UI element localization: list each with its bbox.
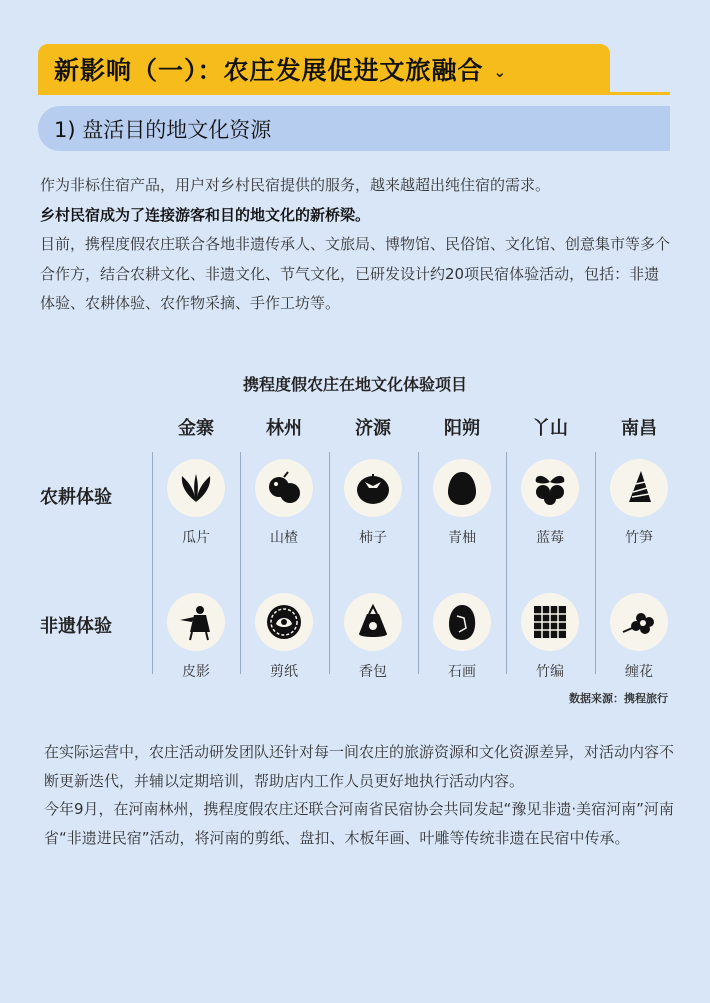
blueberry-icon — [521, 459, 579, 517]
table-cell — [152, 593, 240, 681]
shadow-puppet-icon — [167, 593, 225, 651]
cell-label: 石画 — [448, 664, 476, 680]
intro-paragraph-1: 作为非标住宿产品，用户对乡村民宿提供的服务，越来越超出纯住宿的需求。 — [40, 176, 551, 194]
cell-label: 剪纸 — [270, 664, 298, 680]
data-source: 数据来源：携程旅行 — [569, 692, 668, 705]
row-header-heritage: 非遗体验 — [40, 616, 112, 637]
closing-paragraph-1: 在实际运营中，农庄活动研发团队还针对每一间农庄的旅游资源和文化资源差异，对活动内容不断更新迭代，并辅以定期培训，帮助店内工作人员更好地执行活动内容。 — [44, 743, 675, 790]
cell-label: 竹笋 — [625, 530, 653, 546]
persimmon-icon — [344, 459, 402, 517]
intro-paragraph-3: 目前，携程度假农庄联合各地非遗传承人、文旅局、博物馆、民俗馆、文化馆、创意集市等多个合作方，结合农耕文化、非遗文化、节气文化，已研发设计约20项民宿体验活动，包括：非遗体验、农耕体验、农作物采摘、手作工坊等。 — [40, 235, 671, 312]
column-header-jiyuan: 济源 — [355, 418, 391, 439]
table-cell — [329, 593, 417, 681]
banner-title: 新影响（一）：农庄发展促进文旅融合 — [54, 56, 484, 85]
table-cell — [506, 593, 594, 681]
table-cell — [595, 593, 683, 681]
row-header-farming: 农耕体验 — [40, 487, 112, 508]
pomelo-icon — [433, 459, 491, 517]
cell-label: 竹编 — [536, 664, 564, 680]
cell-label: 瓜片 — [182, 530, 210, 546]
table-cell — [329, 459, 417, 547]
table-cell — [418, 459, 506, 547]
table-cell — [240, 593, 328, 681]
silk-flower-icon — [610, 593, 668, 651]
table-cell — [418, 593, 506, 681]
table-cell — [152, 459, 240, 547]
table-cell — [506, 459, 594, 547]
column-header-linzhou: 林州 — [266, 418, 302, 439]
stone-painting-icon — [433, 593, 491, 651]
cell-label: 蓝莓 — [536, 530, 564, 546]
cell-label: 缠花 — [625, 664, 653, 680]
intro-text — [40, 171, 672, 319]
cell-label: 皮影 — [182, 664, 210, 680]
bamboo-weaving-icon — [521, 593, 579, 651]
tea-leaves-icon — [167, 459, 225, 517]
section-banner — [38, 44, 610, 94]
chevron-down-icon: ⌄ — [493, 63, 507, 81]
cell-label: 香包 — [359, 664, 387, 680]
cell-label: 山楂 — [270, 530, 298, 546]
paper-cut-icon — [255, 593, 313, 651]
subsection-title: 1) 盘活目的地文化资源 — [54, 117, 272, 142]
table-title: 携程度假农庄在地文化体验项目 — [242, 375, 467, 394]
intro-paragraph-2: 乡村民宿成为了连接游客和目的地文化的新桥梁。 — [40, 205, 371, 224]
column-header-yashan: 丫山 — [532, 418, 568, 439]
bamboo-shoot-icon — [610, 459, 668, 517]
column-header-nanchang: 南昌 — [621, 418, 657, 439]
banner-underline — [38, 92, 670, 95]
cell-label: 柿子 — [359, 530, 387, 546]
hawthorn-icon — [255, 459, 313, 517]
subsection-header — [38, 106, 670, 151]
column-header-jinzhai: 金寨 — [178, 418, 214, 439]
closing-text — [44, 738, 674, 852]
table-cell — [240, 459, 328, 547]
closing-paragraph-2: 今年9月，在河南林州，携程度假农庄还联合河南省民宿协会共同发起“豫见非遗·美宿河南”河南省“非遗进民宿”活动，将河南的剪纸、盘扣、木板年画、叶雕等传统非遗在民宿中传承。 — [44, 800, 674, 847]
table-cell — [595, 459, 683, 547]
column-header-yangshuo: 阳朔 — [444, 418, 480, 439]
cell-label: 青柚 — [448, 530, 476, 546]
sachet-icon — [344, 593, 402, 651]
